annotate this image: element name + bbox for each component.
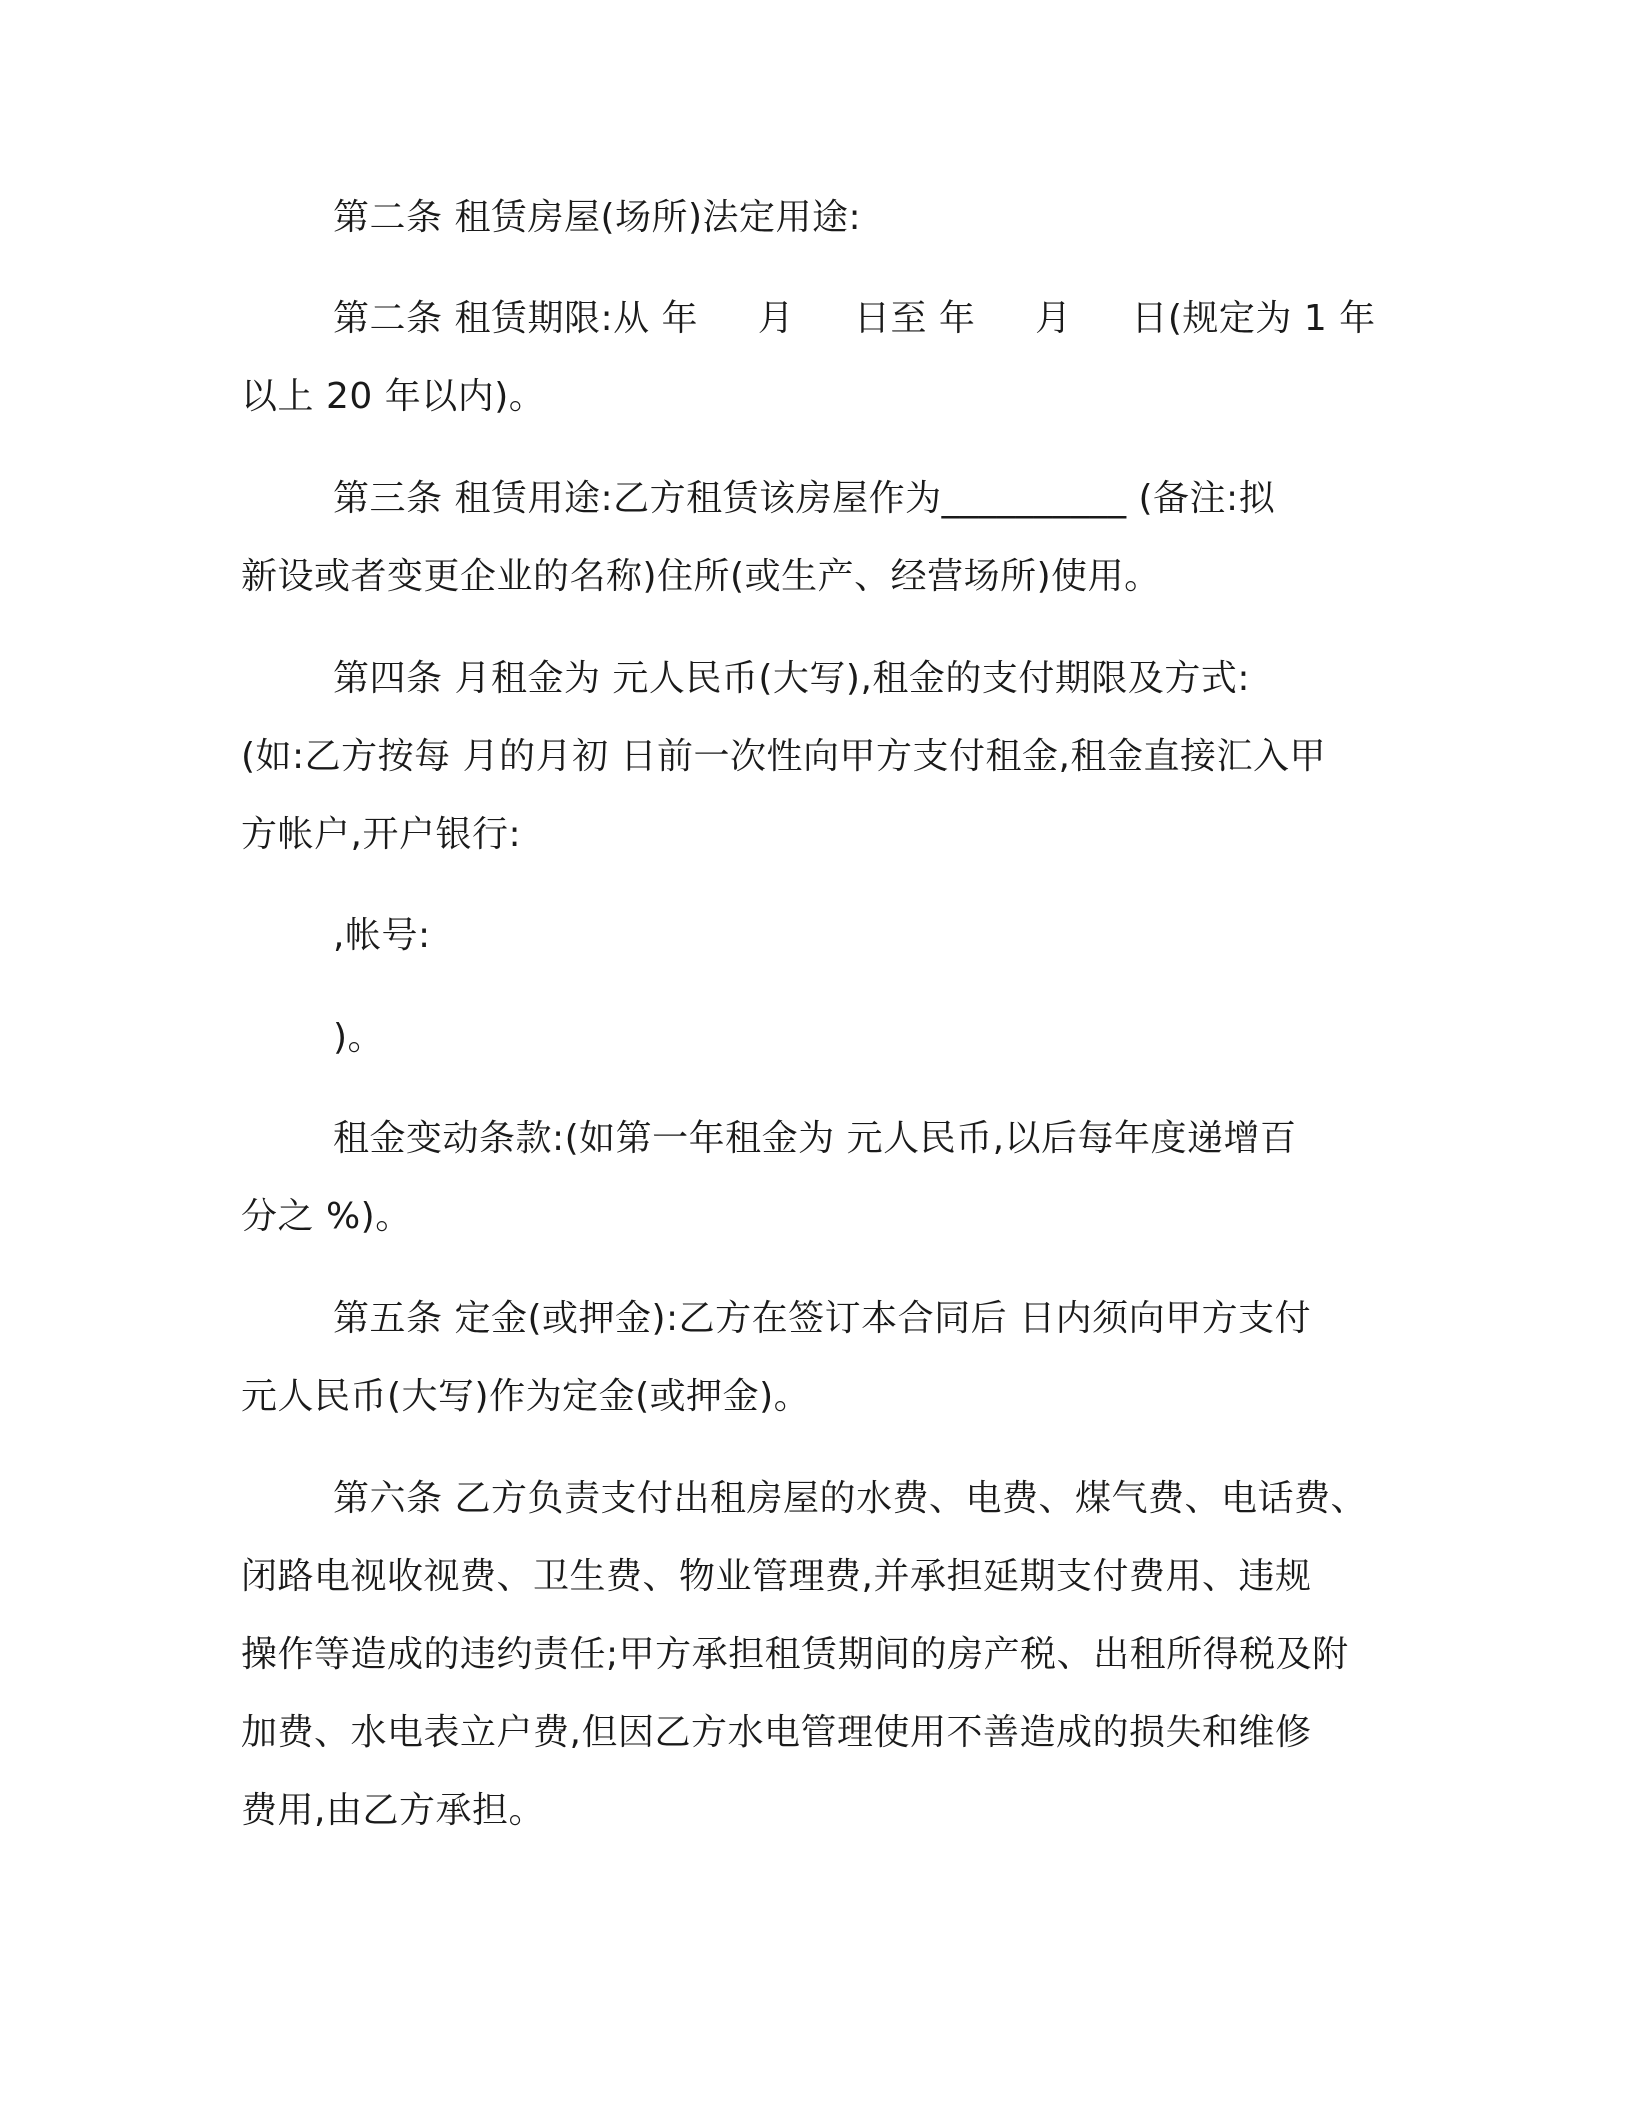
paragraph-line: 第二条 租赁房屋(场所)法定用途: [333,197,862,238]
paragraph-line: 第三条 租赁用途:乙方租赁该房屋作为__________ (备注:拟 [333,478,1276,519]
paragraph-line: 租金变动条款:(如第一年租金为 元人民币,以后每年度递增百 [333,1118,1297,1159]
paragraph-line: 第二条 租赁期限:从 年 月 日至 年 月 日(规定为 1 年 [333,298,1376,339]
paragraph-line: 第五条 定金(或押金):乙方在签订本合同后 日内须向甲方支付 [333,1298,1312,1339]
paragraph-line: ,帐号: [333,915,431,956]
paragraph-line: 操作等造成的违约责任;甲方承担租赁期间的房产税、出租所得税及附 [241,1634,1349,1675]
paragraph-line: 新设或者变更企业的名称)住所(或生产、经营场所)使用。 [241,556,1161,597]
paragraph-line: 元人民币(大写)作为定金(或押金)。 [241,1376,811,1417]
paragraph-line: (如:乙方按每 月的月初 日前一次性向甲方支付租金,租金直接汇入甲 [241,736,1327,777]
paragraph-line: 第四条 月租金为 元人民币(大写),租金的支付期限及方式: [333,658,1251,699]
paragraph-line: 以上 20 年以内)。 [241,376,546,417]
paragraph-line: 闭路电视收视费、卫生费、物业管理费,并承担延期支付费用、违规 [241,1556,1312,1597]
paragraph-line: 费用,由乙方承担。 [241,1790,545,1831]
paragraph-line: 第六条 乙方负责支付出租房屋的水费、电费、煤气费、电话费、 [333,1478,1367,1519]
paragraph-line: )。 [333,1017,385,1058]
paragraph-line: 加费、水电表立户费,但因乙方水电管理使用不善造成的损失和维修 [241,1712,1312,1753]
paragraph-line: 方帐户,开户银行: [241,814,522,855]
paragraph-line: 分之 %)。 [241,1196,412,1237]
